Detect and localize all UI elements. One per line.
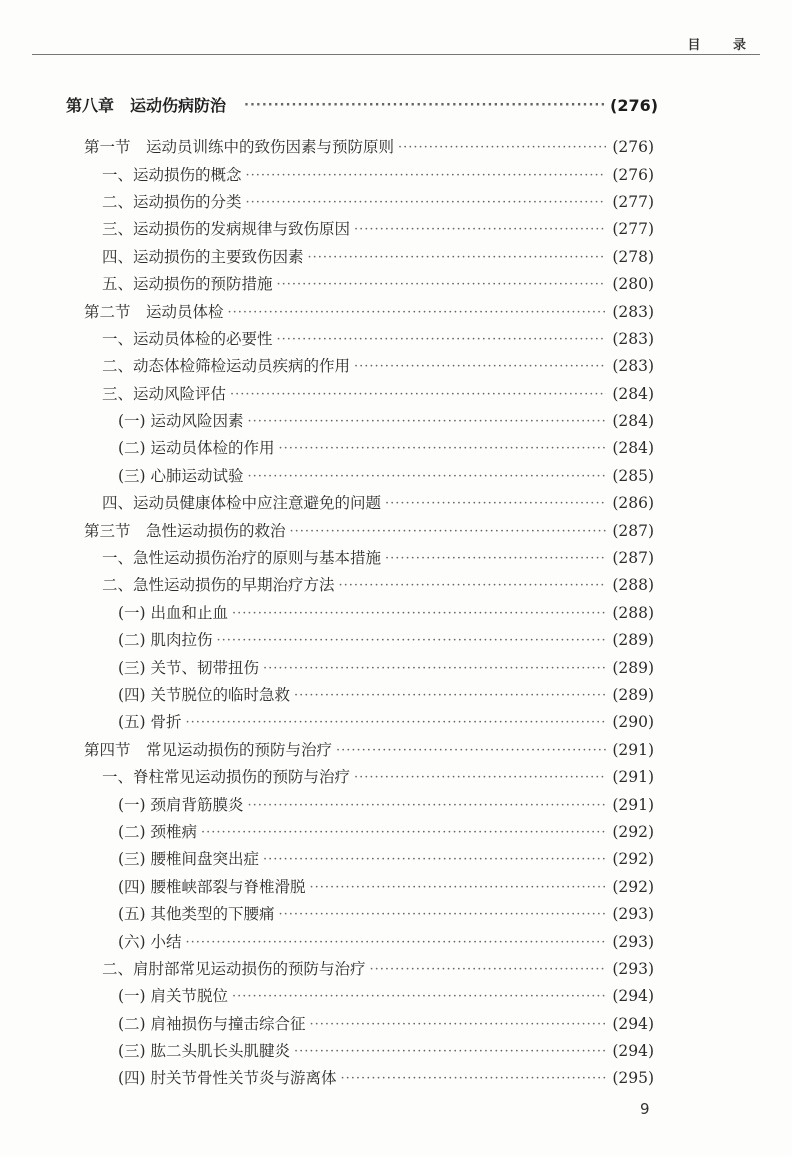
- toc-entry-label: 二、急性运动损伤的早期治疗方法: [102, 576, 335, 595]
- toc-entry-page: (283): [612, 329, 654, 348]
- dot-leader: [341, 1065, 606, 1092]
- toc-entry-label: (四) 肘关节骨性关节炎与游离体: [118, 1069, 337, 1088]
- toc-entry-page: (283): [612, 357, 654, 376]
- toc-entry-sub1[interactable]: [0, 353, 792, 380]
- toc-entry-label: (五) 其他类型的下腰痛: [118, 905, 275, 924]
- toc-entry-page: (278): [612, 247, 654, 266]
- toc-entry-label: (一) 出血和止血: [118, 603, 229, 622]
- dot-leader: [294, 1038, 606, 1065]
- dot-leader: [248, 408, 606, 435]
- toc-entry-page: (292): [612, 822, 654, 841]
- dot-leader: [354, 353, 606, 380]
- toc-entry-label: (二) 颈椎病: [118, 822, 198, 841]
- toc-entry-section[interactable]: [0, 737, 792, 764]
- toc-entry-page: (293): [612, 932, 654, 951]
- dot-leader: [310, 1011, 606, 1038]
- dot-leader: [263, 846, 606, 873]
- toc-entry-sub1[interactable]: [0, 956, 792, 983]
- toc-entry-sub2[interactable]: [0, 846, 792, 873]
- toc-entry-sub2[interactable]: [0, 791, 792, 818]
- toc-entry-label: 一、脊柱常见运动损伤的预防与治疗: [102, 768, 351, 787]
- toc-entry-page: (280): [612, 275, 654, 294]
- toc-entry-sub1[interactable]: [0, 161, 792, 188]
- toc-entry-page: (292): [612, 877, 654, 896]
- dot-leader: [339, 572, 606, 599]
- toc-entry-label: 第一节 运动员训练中的致伤因素与预防原则: [84, 138, 395, 157]
- toc-entry-page: (284): [612, 439, 654, 458]
- toc-entry-page: (292): [612, 850, 654, 869]
- toc-entry-sub2[interactable]: [0, 654, 792, 681]
- toc-entry-label: 一、运动员体检的必要性: [102, 329, 273, 348]
- dot-leader: [246, 162, 606, 189]
- toc-entry-sub2[interactable]: [0, 874, 792, 901]
- toc-entry-label: 四、运动损伤的主要致伤因素: [102, 247, 304, 266]
- toc-entry-sub1[interactable]: [0, 381, 792, 408]
- dot-leader: [279, 435, 606, 462]
- toc-entry-sub2[interactable]: [0, 463, 792, 490]
- dot-leader: [354, 216, 606, 243]
- header-title: 目 录: [687, 38, 760, 53]
- toc-entry-sub1[interactable]: [0, 271, 792, 298]
- toc-entry-page: (293): [612, 905, 654, 924]
- dot-leader: [370, 956, 606, 983]
- dot-leader: [263, 655, 606, 682]
- toc-entry-sub2[interactable]: [0, 1038, 792, 1065]
- toc-entry-label: 第四节 常见运动损伤的预防与治疗: [84, 740, 333, 759]
- toc-entry-page: (288): [612, 603, 654, 622]
- toc-entry-page: (276): [612, 165, 654, 184]
- toc-entry-label: 四、运动员健康体检中应注意避免的问题: [102, 494, 382, 513]
- toc-entry-page: (285): [612, 466, 654, 485]
- toc-entry-label: 二、肩肘部常见运动损伤的预防与治疗: [102, 959, 366, 978]
- toc-entry-sub1[interactable]: [0, 326, 792, 353]
- table-of-contents: [0, 88, 792, 1093]
- toc-entry-label: (五) 骨折: [118, 713, 182, 732]
- toc-chapter-entry[interactable]: [0, 88, 792, 122]
- toc-entry-sub2[interactable]: [0, 435, 792, 462]
- toc-entry-page: (287): [612, 521, 654, 540]
- toc-entry-page: (289): [612, 686, 654, 704]
- toc-entry-label: 五、运动损伤的预防措施: [102, 275, 273, 294]
- toc-entry-page: (284): [612, 412, 654, 431]
- toc-entry-sub2[interactable]: [0, 819, 792, 846]
- dot-leader: [232, 600, 606, 627]
- dot-leader: [230, 381, 606, 408]
- toc-entry-sub1[interactable]: [0, 572, 792, 599]
- toc-entry-label: 第二节 运动员体检: [84, 302, 224, 321]
- toc-entry-label: 三、运动风险评估: [102, 384, 227, 403]
- toc-entry-label: (二) 肌肉拉伤: [118, 631, 213, 650]
- toc-entry-sub1[interactable]: [0, 764, 792, 791]
- toc-entry-label: 一、急性运动损伤治疗的原则与基本措施: [102, 549, 382, 568]
- toc-entry-section[interactable]: [0, 298, 792, 325]
- toc-entry-page: (294): [612, 1014, 654, 1033]
- toc-entry-sub2[interactable]: [0, 1065, 792, 1092]
- toc-entry-sub2[interactable]: [0, 709, 792, 736]
- dot-leader: [279, 901, 606, 928]
- dot-leader: [244, 92, 606, 119]
- dot-leader: [398, 134, 606, 161]
- toc-entries: [0, 134, 792, 1093]
- toc-entry-section[interactable]: [0, 134, 792, 161]
- toc-entry-sub1[interactable]: [0, 189, 792, 216]
- toc-entry-sub1[interactable]: [0, 216, 792, 243]
- toc-entry-page: (283): [612, 302, 654, 321]
- dot-leader: [232, 983, 606, 1010]
- toc-entry-page: (289): [612, 631, 654, 650]
- dot-leader: [277, 271, 606, 298]
- toc-entry-sub1[interactable]: [0, 545, 792, 572]
- toc-entry-page: (287): [612, 549, 654, 568]
- dot-leader: [228, 299, 606, 326]
- toc-entry-label: (三) 肱二头肌长头肌腱炎: [118, 1042, 291, 1061]
- toc-entry-label: 二、动态体检筛检运动员疾病的作用: [102, 357, 351, 376]
- toc-entry-page: (294): [612, 987, 654, 1006]
- toc-entry-label: (三) 心肺运动试验: [118, 466, 244, 485]
- toc-entry-label: 二、运动损伤的分类: [102, 192, 242, 211]
- dot-leader: [201, 819, 606, 846]
- toc-entry-page: (288): [612, 576, 654, 595]
- toc-entry-sub2[interactable]: [0, 1011, 792, 1038]
- toc-entry-label: 第八章 运动伤病防治: [66, 95, 227, 115]
- toc-entry-page: (277): [612, 192, 654, 211]
- dot-leader: [294, 682, 606, 709]
- toc-entry-page: (284): [612, 384, 654, 403]
- dot-leader: [248, 463, 606, 490]
- dot-leader: [336, 737, 606, 764]
- toc-entry-label: (二) 肩袖损伤与撞击综合征: [118, 1014, 306, 1033]
- toc-entry-label: (六) 小结: [118, 932, 182, 951]
- toc-entry-page: (290): [612, 713, 654, 732]
- toc-entry-page: (291): [612, 740, 654, 759]
- toc-entry-label: (四) 腰椎峡部裂与脊椎滑脱: [118, 877, 306, 896]
- toc-entry-label: 三、运动损伤的发病规律与致伤原因: [102, 220, 351, 239]
- toc-entry-page: (294): [612, 1042, 654, 1061]
- toc-entry-page: (286): [612, 494, 654, 513]
- toc-entry-label: 第三节 急性运动损伤的救治: [84, 521, 286, 540]
- toc-entry-sub1[interactable]: [0, 244, 792, 271]
- dot-leader: [186, 929, 606, 956]
- toc-entry-sub1[interactable]: [0, 490, 792, 517]
- toc-entry-page: (276): [610, 95, 659, 115]
- toc-entry-page: (295): [612, 1069, 654, 1088]
- toc-entry-sub2[interactable]: [0, 627, 792, 654]
- toc-entry-label: 一、运动损伤的概念: [102, 165, 242, 184]
- toc-entry-sub2[interactable]: [0, 901, 792, 928]
- dot-leader: [186, 709, 606, 736]
- dot-leader: [246, 189, 606, 216]
- toc-entry-page: (291): [612, 768, 654, 787]
- toc-entry-sub2[interactable]: [0, 983, 792, 1010]
- toc-entry-page: (276): [612, 138, 654, 157]
- toc-entry-sub2[interactable]: [0, 408, 792, 435]
- toc-entry-page: (289): [612, 658, 654, 677]
- dot-leader: [248, 792, 606, 819]
- toc-entry-label: (三) 关节、韧带扭伤: [118, 658, 260, 677]
- toc-entry-label: (三) 腰椎间盘突出症: [118, 850, 260, 869]
- page-header: [32, 0, 760, 55]
- page-number: 9: [640, 1100, 650, 1118]
- dot-leader: [217, 627, 606, 654]
- dot-leader: [308, 244, 606, 271]
- toc-entry-section[interactable]: [0, 517, 792, 544]
- dot-leader: [277, 326, 606, 353]
- toc-entry-label: (一) 肩关节脱位: [118, 987, 229, 1006]
- dot-leader: [354, 764, 606, 791]
- toc-entry-label: (二) 运动员体检的作用: [118, 439, 275, 458]
- toc-entry-sub2[interactable]: [0, 682, 792, 709]
- toc-entry-page: (291): [612, 795, 654, 814]
- toc-entry-sub2[interactable]: [0, 928, 792, 955]
- toc-entry-sub2[interactable]: [0, 600, 792, 627]
- header-rule: [32, 54, 760, 55]
- toc-entry-label: (四) 关节脱位的临时急救: [118, 686, 291, 704]
- dot-leader: [310, 874, 606, 901]
- toc-entry-page: (293): [612, 959, 654, 978]
- toc-entry-page: (277): [612, 220, 654, 239]
- dot-leader: [385, 490, 606, 517]
- toc-entry-label: (一) 运动风险因素: [118, 412, 244, 431]
- toc-entry-label: (一) 颈肩背筋膜炎: [118, 795, 244, 814]
- dot-leader: [290, 518, 606, 545]
- dot-leader: [385, 545, 606, 572]
